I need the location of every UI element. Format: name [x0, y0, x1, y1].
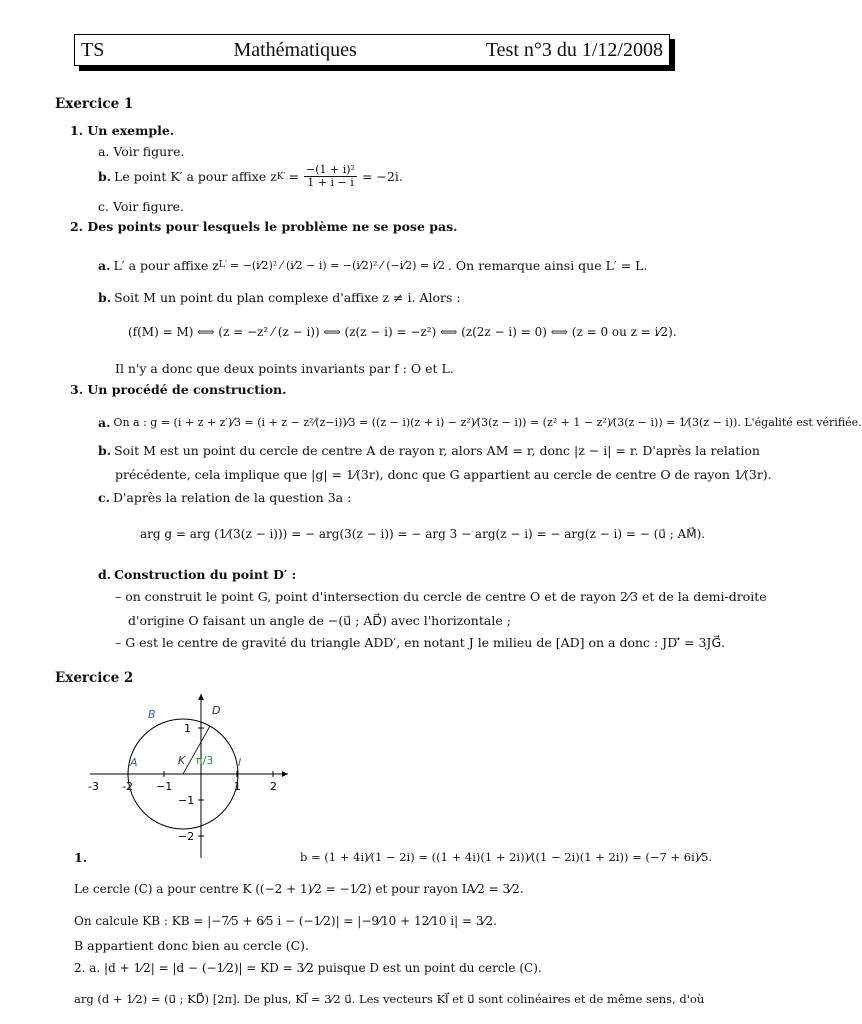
- x-tick-label: -3: [88, 780, 99, 793]
- header-subject: Mathématiques: [233, 38, 357, 61]
- page-header: [74, 34, 670, 66]
- ex1-q3d: [98, 567, 296, 582]
- ex2-circle-line: Le cercle (C) a pour centre K ((−2 + 1)⁄2 = −1⁄2) et pour rayon IA⁄2 = 3⁄2.: [74, 882, 524, 896]
- x-tick-label: −1: [156, 780, 173, 793]
- ex2-q1-equation: b = (1 + 4i)⁄(1 − 2i) = ((1 + 4i)(1 + 2i))⁄((1 − 2i)(1 + 2i)) = (−7 + 6i)⁄5.: [300, 850, 713, 864]
- ex1-q3d-title: Construction du point D′ :: [114, 567, 297, 582]
- point-d-label: D: [212, 704, 221, 717]
- y-axis-arrow-icon: [198, 694, 204, 700]
- x-tick-label: -2: [122, 780, 133, 793]
- ex1-q2a-label: a.: [98, 257, 111, 273]
- ex1-q3b-line1: Soit M est un point du cercle de centre A de rayon r, alors AM = r, donc |z − i| = r. D'après la relation: [114, 443, 760, 458]
- ex1-q2a-text: L′ a pour affixe z: [113, 257, 219, 273]
- ex1-q2a-end: . On remarque ainsi que L′ = L.: [447, 257, 648, 273]
- ex2-q1-label: 1.: [74, 850, 88, 865]
- ex1-q3b-line2: précédente, cela implique que |g| = 1⁄(3r), donc que G appartient au cercle de centre O de rayon 1⁄(3r).: [115, 467, 772, 482]
- ex2-kb-line: On calcule KB : KB = |−7⁄5 + 6⁄5 i − (−1⁄2)| = |−9⁄10 + 12⁄10 i| = 3⁄2.: [74, 914, 497, 928]
- point-a-label: A: [130, 756, 138, 769]
- ex1-q3a: [98, 415, 862, 430]
- fraction-numerator: −(1 + i)²: [306, 163, 355, 176]
- ex1-q1b-fraction: [304, 164, 357, 189]
- ex1-q1-heading: 1. Un exemple.: [70, 123, 175, 138]
- ex1-q1b-text: Le point K′ a pour affixe z: [114, 169, 277, 185]
- ex1-q3c-text: D'après la relation de la question 3a :: [112, 490, 352, 505]
- point-i-label: I: [238, 756, 242, 769]
- ex1-q2b-equivalence: (f(M) = M) ⟺ (z = −z² ⁄ (z − i)) ⟺ (z(z − i) = −z²) ⟺ (z(2z − i) = 0) ⟺ (z = 0 ou z = i⁄2).: [128, 325, 677, 339]
- ex1-q3b: [98, 443, 760, 458]
- point-k-label: K: [178, 754, 186, 767]
- y-tick-label: 1: [184, 722, 191, 735]
- ex1-q2a-sub: L′: [218, 260, 227, 270]
- ex1-q3b-label: b.: [98, 443, 112, 458]
- ex1-q3-heading: 3. Un procédé de construction.: [70, 382, 287, 397]
- ex1-q3d-label: d.: [98, 567, 112, 582]
- ex1-q1b-result: = −2i.: [361, 169, 403, 185]
- ex1-q2b: [98, 290, 461, 305]
- ex1-q3d-bullet1-line2: d'origine O faisant un angle de −(u⃗ ; AD⃗) avec l'horizontale ;: [128, 613, 511, 628]
- ex1-q1b: b. Le point K′ a pour affixe z K′ = $\frac{\text{−(1 + i)²}}{1 + i - i}$ = −2i.: [98, 163, 403, 190]
- y-tick-label: −1: [178, 794, 195, 807]
- ex1-q2a-formula-glyphs: = −(i⁄2)² ⁄ (i⁄2 − i) = −(i⁄2)² ⁄ (−i⁄2) = i⁄2: [229, 258, 445, 272]
- ex1-q2b-text: Soit M un point du plan complexe d'affixe z ≠ i. Alors :: [114, 290, 461, 305]
- ex1-q3a-text: On a : g = (i + z + z′)⁄3 = (i + z − z²⁄(z−i))⁄3 = ((z − i)(z + i) − z²)⁄(3(z − i)) = (z² + 1 − z²)⁄(3(z − i)) = 1⁄(3(z − i)). L'égalité est vérifiée.: [113, 416, 862, 429]
- ex1-q3a-label: a.: [98, 415, 111, 430]
- ex1-q3c: [98, 490, 351, 505]
- y-tick-label: −2: [178, 830, 195, 843]
- ex1-q3d-bullet2: – G est le centre de gravité du triangle ADD′, en notant J le milieu de [AD] on a donc : JD′⃗ = 3JG⃗.: [115, 635, 726, 650]
- ex1-q3d-bullet1-line1: – on construit le point G, point d'intersection du cercle de centre O et de rayon 2⁄3 et de la demi-droite: [115, 589, 767, 604]
- ex1-q2a: [98, 240, 647, 290]
- ex2-arg-line: arg (d + 1⁄2) = (u⃗ ; KD⃗) [2π]. De plus, KI⃗ = 3⁄2 u⃗. Les vecteurs KI⃗ et u⃗ sont colinéaires et de même sens, d'où: [74, 992, 705, 1006]
- ex1-q1a: a. Voir figure.: [98, 144, 185, 159]
- x-axis-arrow-icon: [282, 771, 288, 777]
- ex1-q3c-equation: arg g = arg (1⁄(3(z − i))) = − arg(3(z − i)) = − arg 3 − arg(z − i) = − arg(z − i) = − (u⃗ ; AM⃗).: [140, 527, 706, 541]
- point-b-label: B: [148, 708, 156, 721]
- ex1-q1b-sub: K′: [276, 171, 286, 182]
- ex1-q1b-label: b.: [98, 169, 112, 185]
- angle-label: π/3: [196, 754, 214, 767]
- ex1-q2-heading: 2. Des points pour lesquels le problème ne se pose pas.: [70, 219, 458, 234]
- fraction-denominator: 1 + i − i: [307, 176, 354, 190]
- exercise-2-title: Exercice 2: [55, 670, 134, 686]
- ex2-b-line: B appartient donc bien au cercle (C).: [74, 938, 309, 953]
- complex-plane-figure: [80, 692, 295, 862]
- header-class: TS: [81, 38, 105, 61]
- header-test-date: Test n°3 du 1/12/2008: [485, 38, 663, 61]
- ex1-q2b-conclusion: Il n'y a donc que deux points invariants par f : O et L.: [115, 361, 454, 376]
- ex1-q2b-label: b.: [98, 290, 112, 305]
- x-tick-label: 1: [234, 780, 241, 793]
- ex1-q3c-label: c.: [98, 490, 110, 505]
- ex2-q2a-line: 2. a. |d + 1⁄2| = |d − (−1⁄2)| = KD = 3⁄2 puisque D est un point du cercle (C).: [74, 961, 542, 975]
- x-tick-label: 2: [270, 780, 277, 793]
- exercise-1-title: Exercice 1: [55, 96, 134, 112]
- ex1-q1c: c. Voir figure.: [98, 199, 185, 214]
